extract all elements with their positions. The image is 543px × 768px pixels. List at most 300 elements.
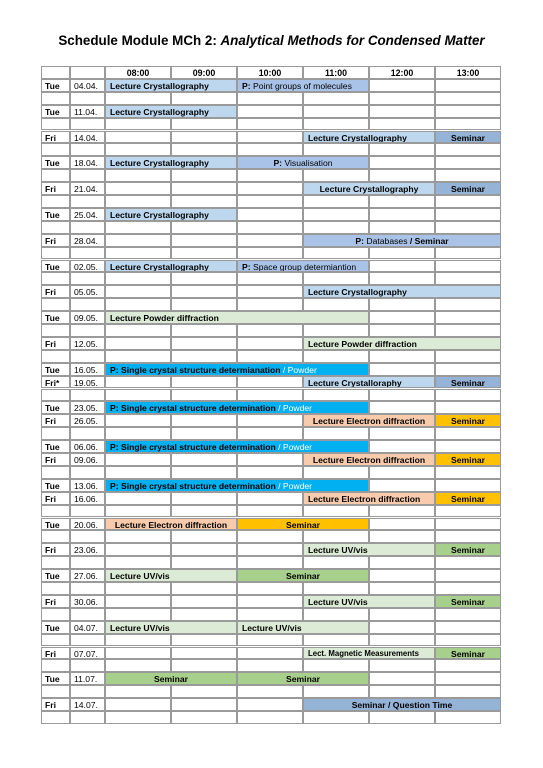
empty-slot — [435, 363, 501, 376]
event-label: Lecture UV/vis — [308, 596, 368, 607]
spacer-cell — [237, 169, 303, 182]
spacer-cell — [171, 608, 237, 621]
date-cell: 26.05. — [70, 414, 105, 427]
schedule-event[interactable] — [105, 672, 237, 685]
spacer-cell — [105, 582, 171, 595]
spacer-cell — [369, 685, 435, 698]
empty-slot — [369, 401, 435, 414]
spacer-cell — [70, 298, 105, 311]
spacer-cell — [171, 247, 237, 260]
spacer-cell — [105, 169, 171, 182]
spacer-cell — [303, 118, 369, 131]
event-label: Lecture Electron diffraction — [308, 493, 421, 504]
spacer-cell — [435, 298, 501, 311]
schedule-event[interactable] — [105, 401, 369, 414]
event-suffix: / Powder — [280, 364, 317, 375]
schedule-event[interactable] — [303, 543, 435, 556]
spacer-cell — [369, 634, 435, 647]
spacer-cell — [70, 195, 105, 208]
date-cell: 23.06. — [70, 543, 105, 556]
spacer-cell — [41, 530, 70, 543]
event-label: Lecture UV/vis — [110, 571, 170, 582]
day-cell: Tue — [41, 401, 70, 414]
spacer-cell — [237, 530, 303, 543]
schedule-event[interactable] — [303, 182, 435, 195]
spacer-cell — [105, 118, 171, 131]
event-label: Lecture Crystallography — [319, 184, 419, 195]
spacer-cell — [105, 221, 171, 234]
spacer-cell — [171, 427, 237, 440]
day-cell: Tue — [41, 208, 70, 221]
spacer-cell — [171, 659, 237, 672]
day-cell: Fri — [41, 337, 70, 350]
date-cell: 14.04. — [70, 131, 105, 144]
spacer-cell — [41, 427, 70, 440]
event-label: Seminar — [451, 596, 485, 607]
spacer-cell — [105, 324, 171, 337]
spacer-cell — [237, 389, 303, 402]
event-prefix: P: — [273, 158, 285, 169]
date-cell: 06.06. — [70, 440, 105, 453]
day-cell: Tue — [41, 621, 70, 634]
event-label: Seminar — [451, 493, 485, 504]
schedule-event[interactable] — [435, 543, 501, 556]
spacer-cell — [70, 685, 105, 698]
spacer-cell — [435, 272, 501, 285]
date-cell: 18.04. — [70, 156, 105, 169]
empty-slot — [369, 479, 435, 492]
day-cell: Tue — [41, 156, 70, 169]
spacer-cell — [105, 634, 171, 647]
schedule-event[interactable] — [105, 260, 237, 273]
spacer-cell — [105, 272, 171, 285]
spacer-cell — [171, 389, 237, 402]
schedule-event[interactable] — [105, 569, 237, 582]
empty-slot — [435, 79, 501, 92]
event-prefix: P: — [242, 261, 253, 272]
spacer-cell — [171, 324, 237, 337]
spacer-cell — [70, 389, 105, 402]
spacer-cell — [41, 659, 70, 672]
schedule-event[interactable] — [105, 518, 237, 531]
event-label: Lecture UV/vis — [308, 545, 368, 556]
spacer-cell — [435, 143, 501, 156]
spacer-cell — [70, 634, 105, 647]
spacer-cell — [41, 582, 70, 595]
empty-slot — [237, 285, 303, 298]
spacer-cell — [435, 505, 501, 518]
empty-slot — [237, 376, 303, 389]
time-header: 11:00 — [303, 66, 369, 79]
spacer-cell — [369, 298, 435, 311]
date-cell: 25.04. — [70, 208, 105, 221]
spacer-cell — [369, 118, 435, 131]
schedule-event[interactable] — [303, 414, 435, 427]
empty-slot — [171, 182, 237, 195]
spacer-cell — [303, 556, 369, 569]
spacer-cell — [70, 582, 105, 595]
event-label: Lecture Crystallography — [110, 261, 209, 272]
schedule-event[interactable] — [303, 285, 501, 298]
time-header: 08:00 — [105, 66, 171, 79]
event-label: Seminar / Question Time — [351, 700, 453, 711]
empty-slot — [435, 208, 501, 221]
spacer-cell — [41, 711, 70, 724]
header-empty-day — [41, 66, 70, 79]
spacer-cell — [369, 169, 435, 182]
spacer-cell — [70, 272, 105, 285]
schedule-event[interactable] — [237, 79, 369, 92]
event-label: Visualisation — [284, 158, 333, 169]
day-cell: Fri — [41, 543, 70, 556]
spacer-cell — [105, 530, 171, 543]
empty-slot — [237, 453, 303, 466]
spacer-cell — [105, 608, 171, 621]
schedule-event[interactable] — [435, 182, 501, 195]
spacer-cell — [369, 350, 435, 363]
spacer-cell — [41, 92, 70, 105]
spacer-cell — [369, 92, 435, 105]
event-label: Point groups of molecules — [252, 80, 352, 91]
spacer-cell — [70, 427, 105, 440]
empty-slot — [105, 234, 171, 247]
empty-slot — [171, 698, 237, 711]
empty-slot — [369, 156, 435, 169]
spacer-cell — [105, 389, 171, 402]
spacer-cell — [435, 389, 501, 402]
spacer-cell — [303, 659, 369, 672]
date-cell: 09.05. — [70, 311, 105, 324]
event-prefix: P: — [242, 80, 253, 91]
date-cell: 09.06. — [70, 453, 105, 466]
spacer-cell — [303, 298, 369, 311]
event-label: P: Single crystal structure determination — [110, 480, 276, 491]
spacer-cell — [435, 195, 501, 208]
schedule-event[interactable] — [237, 518, 369, 531]
spacer-cell — [70, 247, 105, 260]
date-cell: 16.06. — [70, 492, 105, 505]
spacer-cell — [105, 350, 171, 363]
spacer-cell — [303, 685, 369, 698]
empty-slot — [435, 672, 501, 685]
schedule-event[interactable] — [435, 131, 501, 144]
spacer-cell — [171, 272, 237, 285]
spacer-cell — [303, 324, 369, 337]
spacer-cell — [435, 350, 501, 363]
day-cell: Fri — [41, 647, 70, 660]
schedule-event[interactable] — [303, 337, 501, 350]
schedule-event[interactable] — [435, 492, 501, 505]
spacer-cell — [369, 427, 435, 440]
empty-slot — [369, 518, 435, 531]
empty-slot — [171, 492, 237, 505]
empty-slot — [369, 440, 435, 453]
day-cell: Tue — [41, 105, 70, 118]
empty-slot — [369, 311, 435, 324]
schedule-event[interactable] — [435, 595, 501, 608]
event-label: Seminar — [286, 674, 320, 685]
empty-slot — [171, 234, 237, 247]
spacer-cell — [41, 195, 70, 208]
spacer-cell — [41, 143, 70, 156]
spacer-cell — [105, 685, 171, 698]
date-cell: 04.07. — [70, 621, 105, 634]
date-cell: 27.06. — [70, 569, 105, 582]
date-cell: 13.06. — [70, 479, 105, 492]
empty-slot — [237, 414, 303, 427]
event-label: Lecture Powder diffraction — [308, 338, 417, 349]
day-cell: Tue — [41, 518, 70, 531]
empty-slot — [105, 543, 171, 556]
header-empty-date — [70, 66, 105, 79]
schedule-event[interactable] — [105, 363, 369, 376]
spacer-cell — [435, 92, 501, 105]
empty-slot — [171, 453, 237, 466]
schedule-event[interactable] — [435, 376, 501, 389]
date-cell: 12.05. — [70, 337, 105, 350]
day-cell: Fri — [41, 453, 70, 466]
schedule-event[interactable] — [303, 376, 435, 389]
spacer-cell — [237, 298, 303, 311]
empty-slot — [171, 414, 237, 427]
schedule-event[interactable] — [237, 569, 369, 582]
event-suffix: / Powder — [275, 403, 313, 414]
empty-slot — [369, 672, 435, 685]
spacer-cell — [435, 711, 501, 724]
spacer-cell — [435, 427, 501, 440]
spacer-cell — [237, 556, 303, 569]
spacer-cell — [41, 466, 70, 479]
empty-slot — [105, 285, 171, 298]
empty-slot — [237, 208, 303, 221]
spacer-cell — [105, 556, 171, 569]
spacer-cell — [369, 530, 435, 543]
spacer-cell — [303, 247, 369, 260]
spacer-cell — [70, 556, 105, 569]
spacer-cell — [369, 582, 435, 595]
empty-slot — [435, 311, 501, 324]
spacer-cell — [105, 298, 171, 311]
day-cell: Tue — [41, 440, 70, 453]
schedule-event[interactable] — [237, 260, 369, 273]
date-cell: 04.04. — [70, 79, 105, 92]
event-label: P: Single crystal structure determianation — [110, 364, 281, 375]
empty-slot — [369, 260, 435, 273]
schedule-event[interactable] — [303, 131, 435, 144]
spacer-cell — [237, 427, 303, 440]
spacer-cell — [70, 169, 105, 182]
schedule-event[interactable] — [105, 621, 237, 634]
spacer-cell — [303, 427, 369, 440]
spacer-cell — [237, 118, 303, 131]
spacer-cell — [237, 608, 303, 621]
spacer-cell — [237, 350, 303, 363]
schedule-event[interactable] — [105, 79, 237, 92]
spacer-cell — [171, 466, 237, 479]
spacer-cell — [303, 505, 369, 518]
schedule-event[interactable] — [303, 453, 435, 466]
event-label: Lecture UV/vis — [242, 622, 302, 633]
spacer-cell — [171, 505, 237, 518]
event-label: Seminar — [451, 377, 485, 388]
day-cell: Fri — [41, 492, 70, 505]
schedule-event[interactable] — [237, 621, 369, 634]
spacer-cell — [41, 247, 70, 260]
empty-slot — [369, 621, 435, 634]
empty-slot — [237, 337, 303, 350]
event-label: Lecture Crystallography — [110, 209, 209, 220]
event-label: Seminar — [286, 519, 320, 530]
empty-slot — [435, 401, 501, 414]
spacer-cell — [303, 350, 369, 363]
spacer-cell — [41, 272, 70, 285]
date-cell: 19.05. — [70, 376, 105, 389]
spacer-cell — [41, 298, 70, 311]
empty-slot — [369, 363, 435, 376]
schedule-event[interactable] — [237, 672, 369, 685]
day-cell: Tue — [41, 311, 70, 324]
event-label: Databases — [366, 235, 408, 246]
day-cell: Tue — [41, 672, 70, 685]
empty-slot — [369, 208, 435, 221]
spacer-cell — [237, 582, 303, 595]
spacer-cell — [369, 659, 435, 672]
spacer-cell — [41, 169, 70, 182]
spacer-cell — [171, 530, 237, 543]
event-label: Lecture Electron diffraction — [114, 519, 228, 530]
spacer-cell — [435, 582, 501, 595]
spacer-cell — [303, 582, 369, 595]
empty-slot — [435, 156, 501, 169]
spacer-cell — [369, 711, 435, 724]
schedule-event[interactable] — [435, 453, 501, 466]
spacer-cell — [70, 659, 105, 672]
spacer-cell — [171, 685, 237, 698]
spacer-cell — [369, 505, 435, 518]
event-label: Lecture Crystallography — [308, 287, 407, 298]
empty-slot — [171, 285, 237, 298]
time-header: 10:00 — [237, 66, 303, 79]
spacer-cell — [435, 556, 501, 569]
empty-slot — [105, 647, 171, 660]
event-label: Lecture Crystalloraphy — [308, 377, 402, 388]
event-label: Seminar — [286, 571, 320, 582]
schedule-event[interactable] — [105, 156, 237, 169]
spacer-cell — [41, 505, 70, 518]
day-cell: Tue — [41, 79, 70, 92]
spacer-cell — [41, 634, 70, 647]
empty-slot — [435, 105, 501, 118]
spacer-cell — [171, 298, 237, 311]
event-label: Lecture Crystallography — [110, 158, 209, 169]
spacer-cell — [70, 221, 105, 234]
empty-slot — [237, 234, 303, 247]
spacer-cell — [369, 272, 435, 285]
event-label: Space group determiantion — [252, 261, 357, 272]
spacer-cell — [105, 92, 171, 105]
schedule-event[interactable] — [303, 698, 501, 711]
spacer-cell — [435, 118, 501, 131]
spacer-cell — [237, 685, 303, 698]
schedule-event[interactable] — [105, 208, 237, 221]
spacer-cell — [171, 143, 237, 156]
empty-slot — [435, 479, 501, 492]
schedule-event[interactable] — [105, 311, 369, 324]
spacer-cell — [435, 634, 501, 647]
event-label: Lecture Crystallography — [110, 80, 209, 91]
spacer-cell — [303, 466, 369, 479]
empty-slot — [369, 569, 435, 582]
spacer-cell — [105, 659, 171, 672]
spacer-cell — [303, 143, 369, 156]
schedule-event[interactable] — [237, 156, 369, 169]
spacer-cell — [70, 505, 105, 518]
date-cell: 02.05. — [70, 260, 105, 273]
spacer-cell — [303, 221, 369, 234]
schedule-event[interactable] — [435, 647, 501, 660]
spacer-cell — [369, 221, 435, 234]
spacer-cell — [171, 350, 237, 363]
empty-slot — [105, 698, 171, 711]
schedule-event[interactable] — [105, 105, 237, 118]
spacer-cell — [303, 530, 369, 543]
spacer-cell — [369, 324, 435, 337]
spacer-cell — [70, 143, 105, 156]
event-label: Lecture Powder diffraction — [110, 313, 219, 324]
empty-slot — [105, 595, 171, 608]
date-cell: 20.06. — [70, 518, 105, 531]
empty-slot — [237, 595, 303, 608]
event-suffix: / Seminar — [407, 235, 449, 246]
spacer-cell — [237, 221, 303, 234]
spacer-cell — [435, 530, 501, 543]
spacer-cell — [171, 582, 237, 595]
spacer-cell — [70, 324, 105, 337]
schedule-event[interactable] — [303, 595, 435, 608]
event-label: Lecture Electron diffraction — [312, 416, 426, 427]
event-suffix: / Powder — [275, 442, 313, 453]
event-suffix: / Powder — [275, 480, 313, 491]
spacer-cell — [70, 711, 105, 724]
empty-slot — [369, 79, 435, 92]
spacer-cell — [369, 556, 435, 569]
spacer-cell — [171, 711, 237, 724]
schedule-event[interactable] — [105, 440, 369, 453]
spacer-cell — [41, 608, 70, 621]
spacer-cell — [237, 247, 303, 260]
event-label: Seminar — [451, 416, 485, 427]
empty-slot — [303, 105, 369, 118]
empty-slot — [369, 105, 435, 118]
schedule-event[interactable] — [303, 492, 435, 505]
spacer-cell — [70, 92, 105, 105]
empty-slot — [237, 698, 303, 711]
spacer-cell — [105, 143, 171, 156]
schedule-event[interactable] — [303, 647, 435, 660]
schedule-event[interactable] — [303, 234, 501, 247]
spacer-cell — [171, 169, 237, 182]
event-label: P: Single crystal structure determination — [110, 403, 276, 414]
date-cell: 23.05. — [70, 401, 105, 414]
schedule-event[interactable] — [105, 479, 369, 492]
empty-slot — [105, 337, 171, 350]
day-cell: Tue — [41, 363, 70, 376]
empty-slot — [237, 647, 303, 660]
spacer-cell — [41, 221, 70, 234]
schedule-event[interactable] — [435, 414, 501, 427]
time-header: 12:00 — [369, 66, 435, 79]
empty-slot — [171, 337, 237, 350]
